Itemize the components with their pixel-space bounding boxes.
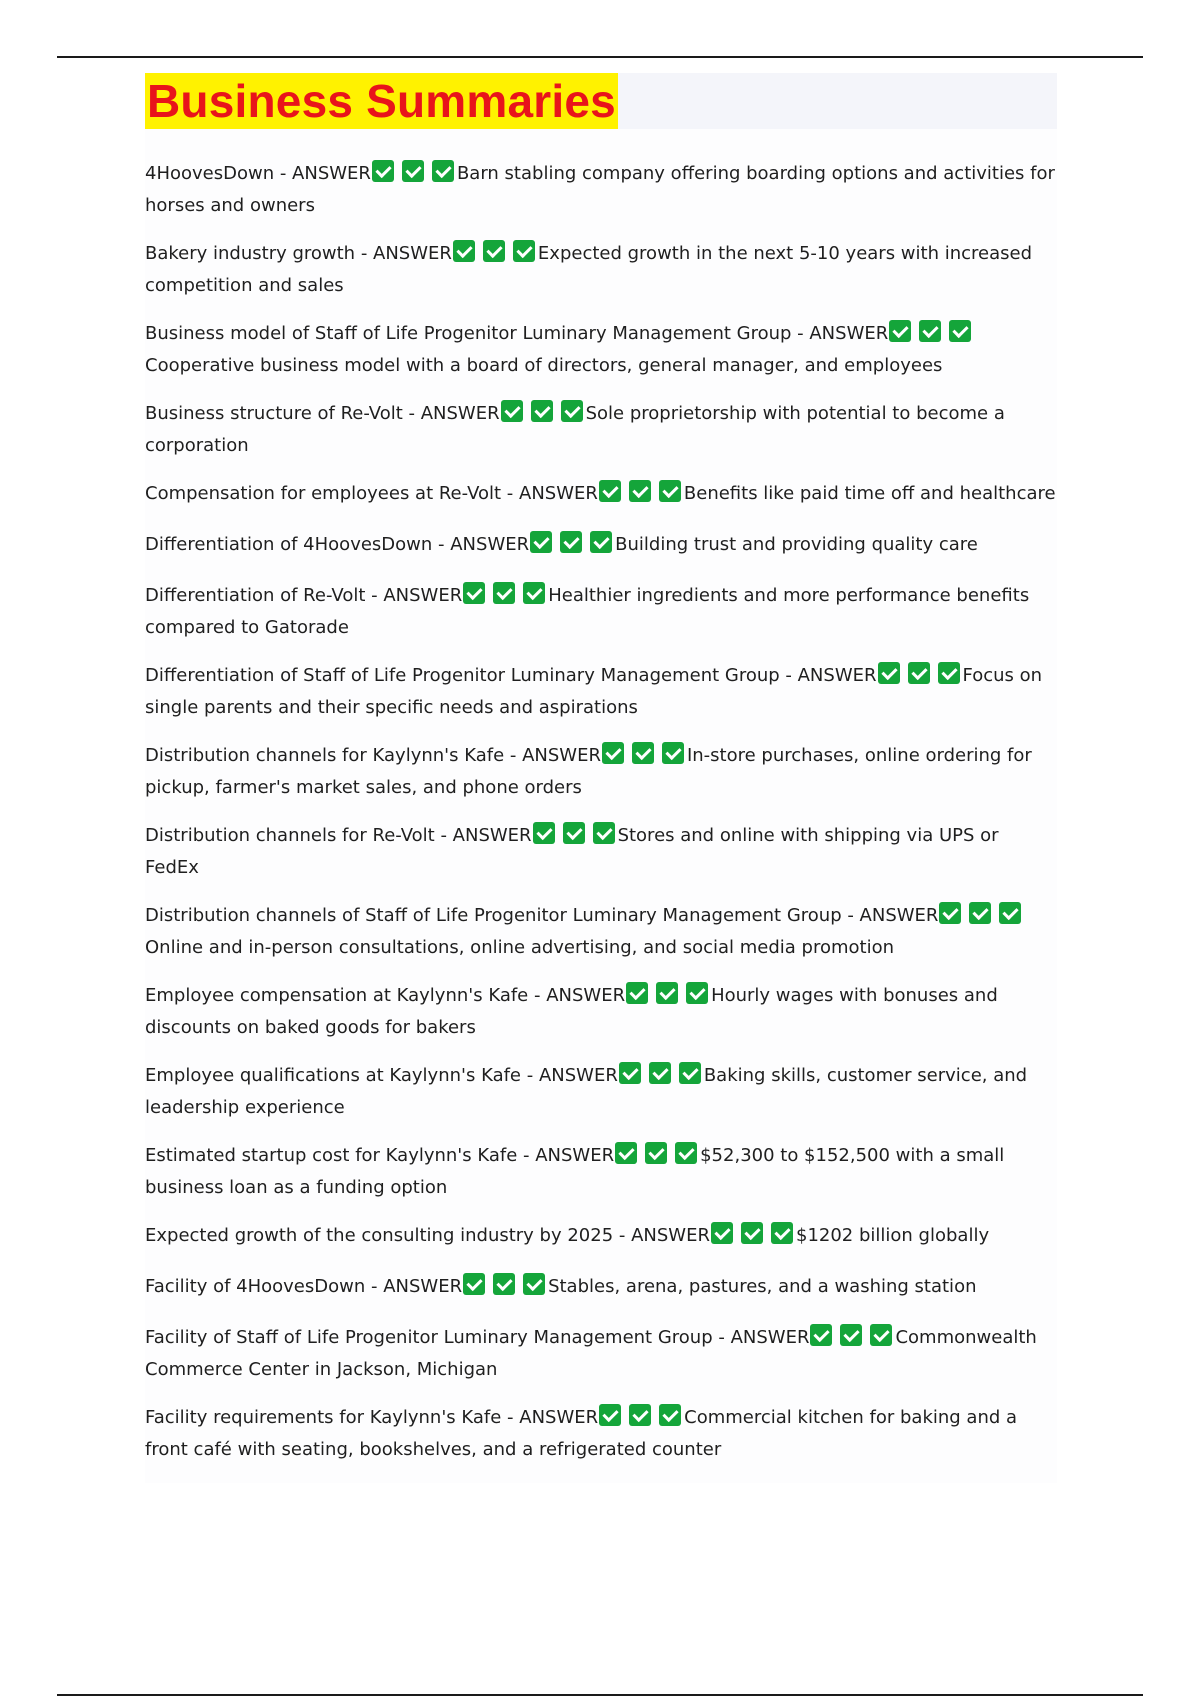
answer-text: In-store purchases, online ordering for pickup, farmer's market sales, and phone orders xyxy=(145,745,1032,798)
qa-item xyxy=(145,1221,1057,1253)
check-mark-icon xyxy=(939,902,961,924)
check-marks xyxy=(530,531,614,562)
qa-item xyxy=(145,159,1057,220)
check-mark-icon xyxy=(645,1142,667,1164)
check-mark-icon xyxy=(870,1324,892,1346)
check-mark-icon xyxy=(501,400,523,422)
check-marks xyxy=(463,582,547,613)
question-text: Business model of Staff of Life Progenitor Luminary Management Group - ANSWER xyxy=(145,323,889,344)
check-mark-icon xyxy=(432,160,454,182)
answer-text: $52,300 to $152,500 with a small business loan as a funding option xyxy=(145,1145,1005,1198)
check-mark-icon xyxy=(938,662,960,684)
check-mark-icon xyxy=(969,902,991,924)
qa-item xyxy=(145,661,1057,722)
answer-text: Sole proprietorship with potential to become a corporation xyxy=(145,403,1005,456)
top-rule xyxy=(57,56,1143,58)
check-mark-icon xyxy=(599,480,621,502)
check-marks xyxy=(453,240,537,271)
question-text: Business structure of Re-Volt - ANSWER xyxy=(145,403,500,424)
check-mark-icon xyxy=(523,582,545,604)
check-mark-icon xyxy=(453,240,475,262)
check-mark-icon xyxy=(919,320,941,342)
document-page xyxy=(145,73,1057,1483)
check-mark-icon xyxy=(626,982,648,1004)
qa-item xyxy=(145,1272,1057,1304)
check-marks xyxy=(711,1222,795,1253)
qa-item xyxy=(145,741,1057,802)
check-marks xyxy=(463,1273,547,1304)
answer-text: Healthier ingredients and more performance benefits compared to Gatorade xyxy=(145,585,1030,638)
question-text: Estimated startup cost for Kaylynn's Kafe - ANSWER xyxy=(145,1145,615,1166)
answer-text: Commercial kitchen for baking and a front café with seating, bookshelves, and a refrigerated counter xyxy=(145,1407,1018,1460)
check-mark-icon xyxy=(629,480,651,502)
question-text: Differentiation of Re-Volt - ANSWER xyxy=(145,585,463,606)
answer-text: Hourly wages with bonuses and discounts on baked goods for bakers xyxy=(145,985,998,1038)
question-text: Distribution channels for Kaylynn's Kafe - ANSWER xyxy=(145,745,601,766)
check-mark-icon xyxy=(590,531,612,553)
question-text: Facility requirements for Kaylynn's Kafe - ANSWER xyxy=(145,1407,599,1428)
qa-list xyxy=(145,159,1057,1464)
answer-text: Cooperative business model with a board of directors, general manager, and employees xyxy=(145,355,943,376)
check-mark-icon xyxy=(493,1273,515,1295)
check-mark-icon xyxy=(463,582,485,604)
answer-text: Barn stabling company offering boarding options and activities for horses and owners xyxy=(145,163,1055,216)
check-mark-icon xyxy=(463,1273,485,1295)
check-mark-icon xyxy=(619,1062,641,1084)
question-text: Differentiation of Staff of Life Progenitor Luminary Management Group - ANSWER xyxy=(145,665,877,686)
check-marks xyxy=(533,822,617,853)
check-mark-icon xyxy=(810,1324,832,1346)
question-text: Distribution channels of Staff of Life Progenitor Luminary Management Group - ANSWER xyxy=(145,905,939,926)
check-mark-icon xyxy=(561,400,583,422)
answer-text: Stables, arena, pastures, and a washing station xyxy=(548,1276,977,1297)
check-mark-icon xyxy=(908,662,930,684)
check-mark-icon xyxy=(615,1142,637,1164)
check-mark-icon xyxy=(629,1404,651,1426)
question-text: 4HoovesDown - ANSWER xyxy=(145,163,371,184)
check-mark-icon xyxy=(662,742,684,764)
qa-item xyxy=(145,479,1057,511)
answer-text: Focus on single parents and their specific needs and aspirations xyxy=(145,665,1043,718)
page-title: Business Summaries xyxy=(147,75,616,127)
check-mark-icon xyxy=(659,1404,681,1426)
check-marks xyxy=(878,662,962,693)
check-mark-icon xyxy=(593,822,615,844)
qa-item xyxy=(145,399,1057,460)
check-mark-icon xyxy=(679,1062,701,1084)
qa-item xyxy=(145,1403,1057,1464)
check-mark-icon xyxy=(840,1324,862,1346)
check-mark-icon xyxy=(602,742,624,764)
check-marks xyxy=(810,1324,894,1355)
qa-item xyxy=(145,319,1057,380)
qa-item xyxy=(145,1323,1057,1384)
check-marks xyxy=(939,902,1023,933)
check-mark-icon xyxy=(889,320,911,342)
qa-item xyxy=(145,530,1057,562)
question-text: Employee qualifications at Kaylynn's Kafe - ANSWER xyxy=(145,1065,618,1086)
check-mark-icon xyxy=(483,240,505,262)
check-marks xyxy=(599,1404,683,1435)
check-marks xyxy=(615,1142,699,1173)
check-marks xyxy=(626,982,710,1013)
answer-text: $1202 billion globally xyxy=(796,1225,990,1246)
check-marks xyxy=(599,480,683,511)
question-text: Facility of 4HoovesDown - ANSWER xyxy=(145,1276,463,1297)
check-mark-icon xyxy=(531,400,553,422)
check-mark-icon xyxy=(530,531,552,553)
qa-item xyxy=(145,1141,1057,1202)
answer-text: Building trust and providing quality care xyxy=(615,534,978,555)
qa-item xyxy=(145,1061,1057,1122)
qa-item xyxy=(145,581,1057,642)
check-mark-icon xyxy=(999,902,1021,924)
answer-text: Online and in-person consultations, online advertising, and social media promotion xyxy=(145,937,894,958)
check-mark-icon xyxy=(711,1222,733,1244)
answer-text: Commonwealth Commerce Center in Jackson, Michigan xyxy=(145,1327,1037,1380)
answer-text: Baking skills, customer service, and leadership experience xyxy=(145,1065,1028,1118)
question-text: Bakery industry growth - ANSWER xyxy=(145,243,452,264)
check-mark-icon xyxy=(513,240,535,262)
check-mark-icon xyxy=(402,160,424,182)
check-mark-icon xyxy=(949,320,971,342)
qa-item xyxy=(145,821,1057,882)
check-marks xyxy=(889,320,973,351)
check-marks xyxy=(602,742,686,773)
answer-text: Expected growth in the next 5-10 years with increased competition and sales xyxy=(145,243,1032,296)
qa-item xyxy=(145,981,1057,1042)
question-text: Expected growth of the consulting industry by 2025 - ANSWER xyxy=(145,1225,710,1246)
check-mark-icon xyxy=(372,160,394,182)
check-marks xyxy=(501,400,585,431)
bottom-rule xyxy=(57,1694,1143,1696)
answer-text: Stores and online with shipping via UPS or FedEx xyxy=(145,825,999,878)
check-marks xyxy=(372,160,456,191)
question-text: Facility of Staff of Life Progenitor Luminary Management Group - ANSWER xyxy=(145,1327,810,1348)
title-bar xyxy=(145,73,1057,129)
check-mark-icon xyxy=(741,1222,763,1244)
answer-text: Benefits like paid time off and healthcare xyxy=(683,483,1056,504)
question-text: Compensation for employees at Re-Volt - ANSWER xyxy=(145,483,598,504)
check-mark-icon xyxy=(659,480,681,502)
question-text: Employee compensation at Kaylynn's Kafe - ANSWER xyxy=(145,985,626,1006)
check-mark-icon xyxy=(523,1273,545,1295)
check-marks xyxy=(619,1062,703,1093)
check-mark-icon xyxy=(686,982,708,1004)
qa-item xyxy=(145,901,1057,962)
check-mark-icon xyxy=(563,822,585,844)
qa-item xyxy=(145,239,1057,300)
check-mark-icon xyxy=(656,982,678,1004)
check-mark-icon xyxy=(599,1404,621,1426)
question-text: Distribution channels for Re-Volt - ANSWER xyxy=(145,825,532,846)
check-mark-icon xyxy=(675,1142,697,1164)
check-mark-icon xyxy=(560,531,582,553)
check-mark-icon xyxy=(878,662,900,684)
check-mark-icon xyxy=(533,822,555,844)
check-mark-icon xyxy=(493,582,515,604)
check-mark-icon xyxy=(649,1062,671,1084)
check-mark-icon xyxy=(632,742,654,764)
check-mark-icon xyxy=(771,1222,793,1244)
question-text: Differentiation of 4HoovesDown - ANSWER xyxy=(145,534,530,555)
